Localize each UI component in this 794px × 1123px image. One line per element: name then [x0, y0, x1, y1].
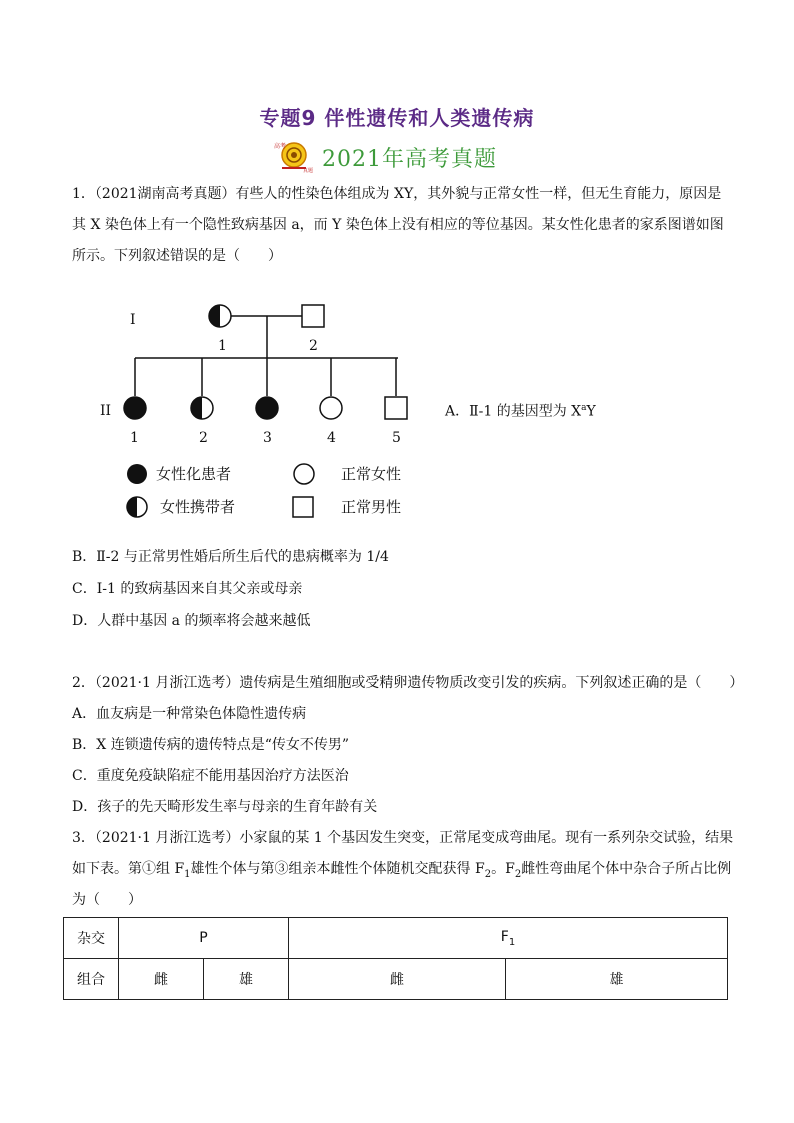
q2-option-a: A．血友病是一种常染色体隐性遗传病 [72, 706, 307, 722]
gen2-label: II [100, 403, 112, 419]
q2-stem: 2．（2021·1 月浙江选考）遗传病是生殖细胞或受精卵遗传物质改变引发的疾病。下列叙述正确的是（ ） [72, 675, 744, 691]
pedigree-II-4-normal-female [320, 397, 342, 419]
q3-stem-line2: 如下表。第①组 $F_1$雄性个体与第③组亲本雌性个体随机交配获得 $F_2$。$F_2$雌性弯曲尾个体中杂合子所占比例 [72, 861, 732, 880]
q1-option-d: D．人群中基因 a 的频率将会越来越低 [72, 613, 311, 629]
legend-affected-symbol [127, 464, 147, 484]
gen1-number-2: 2 [309, 338, 318, 354]
table-f1-male: 雄 [506, 959, 728, 1000]
table-row [64, 918, 728, 959]
table-header-cross: 杂交 [64, 918, 119, 959]
pedigree-I-1-carrier-female [209, 305, 231, 327]
gen2-number-3: 3 [263, 430, 272, 446]
pedigree-II-3-affected [256, 397, 278, 419]
table-row [64, 959, 728, 1000]
svg-text:真题: 真题 [303, 168, 314, 174]
q2-option-c: C．重度免疫缺陷症不能用基因治疗方法医治 [72, 768, 349, 784]
q1-option-c: C．I-1 的致病基因来自其父亲或母亲 [72, 581, 303, 597]
gen1-number-1: 1 [218, 338, 227, 354]
table-p-female: 雌 [119, 959, 204, 1000]
legend-normal-female-label: 正常女性 [341, 465, 402, 483]
page-title: 专题9 伴性遗传和人类遗传病 [259, 106, 535, 130]
table-f1-female: 雌 [289, 959, 506, 1000]
table-p-male: 雄 [204, 959, 289, 1000]
gen2-number-5: 5 [392, 430, 401, 446]
q1-option-b: B．Ⅱ-2 与正常男性婚后所生后代的患病概率为 1/4 [72, 549, 389, 565]
pedigree-II-5-normal-male [385, 397, 407, 419]
legend-normal-male-symbol [293, 497, 313, 517]
table-header-p: P [119, 918, 289, 959]
table-header-combo: 组合 [64, 959, 119, 1000]
pedigree-II-1-affected [124, 397, 146, 419]
q1-stem-line2: 其 X 染色体上有一个隐性致病基因 a，而 Y 染色体上没有相应的等位基因。某女性化患者的家系图谱如图 [72, 217, 724, 233]
q2-option-d: D．孩子的先天畸形发生率与母亲的生育年龄有关 [72, 799, 378, 815]
pedigree-chart [100, 292, 420, 532]
svg-text:高考: 高考 [274, 143, 287, 150]
q1-option-a: A．Ⅱ-1 的基因型为 $X^aY$ [445, 403, 596, 420]
q3-stem-line3: 为（ ） [72, 892, 142, 908]
pedigree-II-2-carrier-female [191, 397, 213, 419]
gen2-number-1: 1 [130, 430, 139, 446]
circled-number-3: ③ [274, 861, 289, 877]
school-mascot-logo [272, 138, 312, 174]
legend-normal-female-symbol [294, 464, 314, 484]
q2-option-b: B．X 连锁遗传病的遗传特点是“传女不传男” [72, 737, 350, 753]
q1-stem-line1: 1．（2021湖南高考真题）有些人的性染色体组成为 XY，其外貌与正常女性一样，但无生育能力，原因是 [72, 186, 722, 202]
q1-stem-line3: 所示。下列叙述错误的是（ ） [72, 248, 282, 264]
gen2-number-2: 2 [199, 430, 208, 446]
q3-stem-line1: 3．（2021·1 月浙江选考）小家鼠的某 1 个基因发生突变，正常尾变成弯曲尾。现有一系列杂交试验，结果 [72, 830, 734, 846]
table-header-f1: $F_1$ [289, 918, 728, 959]
page-subtitle: 2021年高考真题 [322, 147, 497, 172]
gen1-label: I [130, 312, 136, 328]
legend-carrier-symbol [127, 497, 147, 517]
legend-normal-male-label: 正常男性 [341, 498, 402, 516]
circled-number-1: ① [142, 861, 156, 877]
pedigree-I-2-normal-male [302, 305, 324, 327]
gen2-number-4: 4 [327, 430, 336, 446]
cross-results-table [63, 917, 728, 1000]
legend-affected-label: 女性化患者 [156, 465, 232, 483]
legend-carrier-label: 女性携带者 [160, 498, 236, 516]
